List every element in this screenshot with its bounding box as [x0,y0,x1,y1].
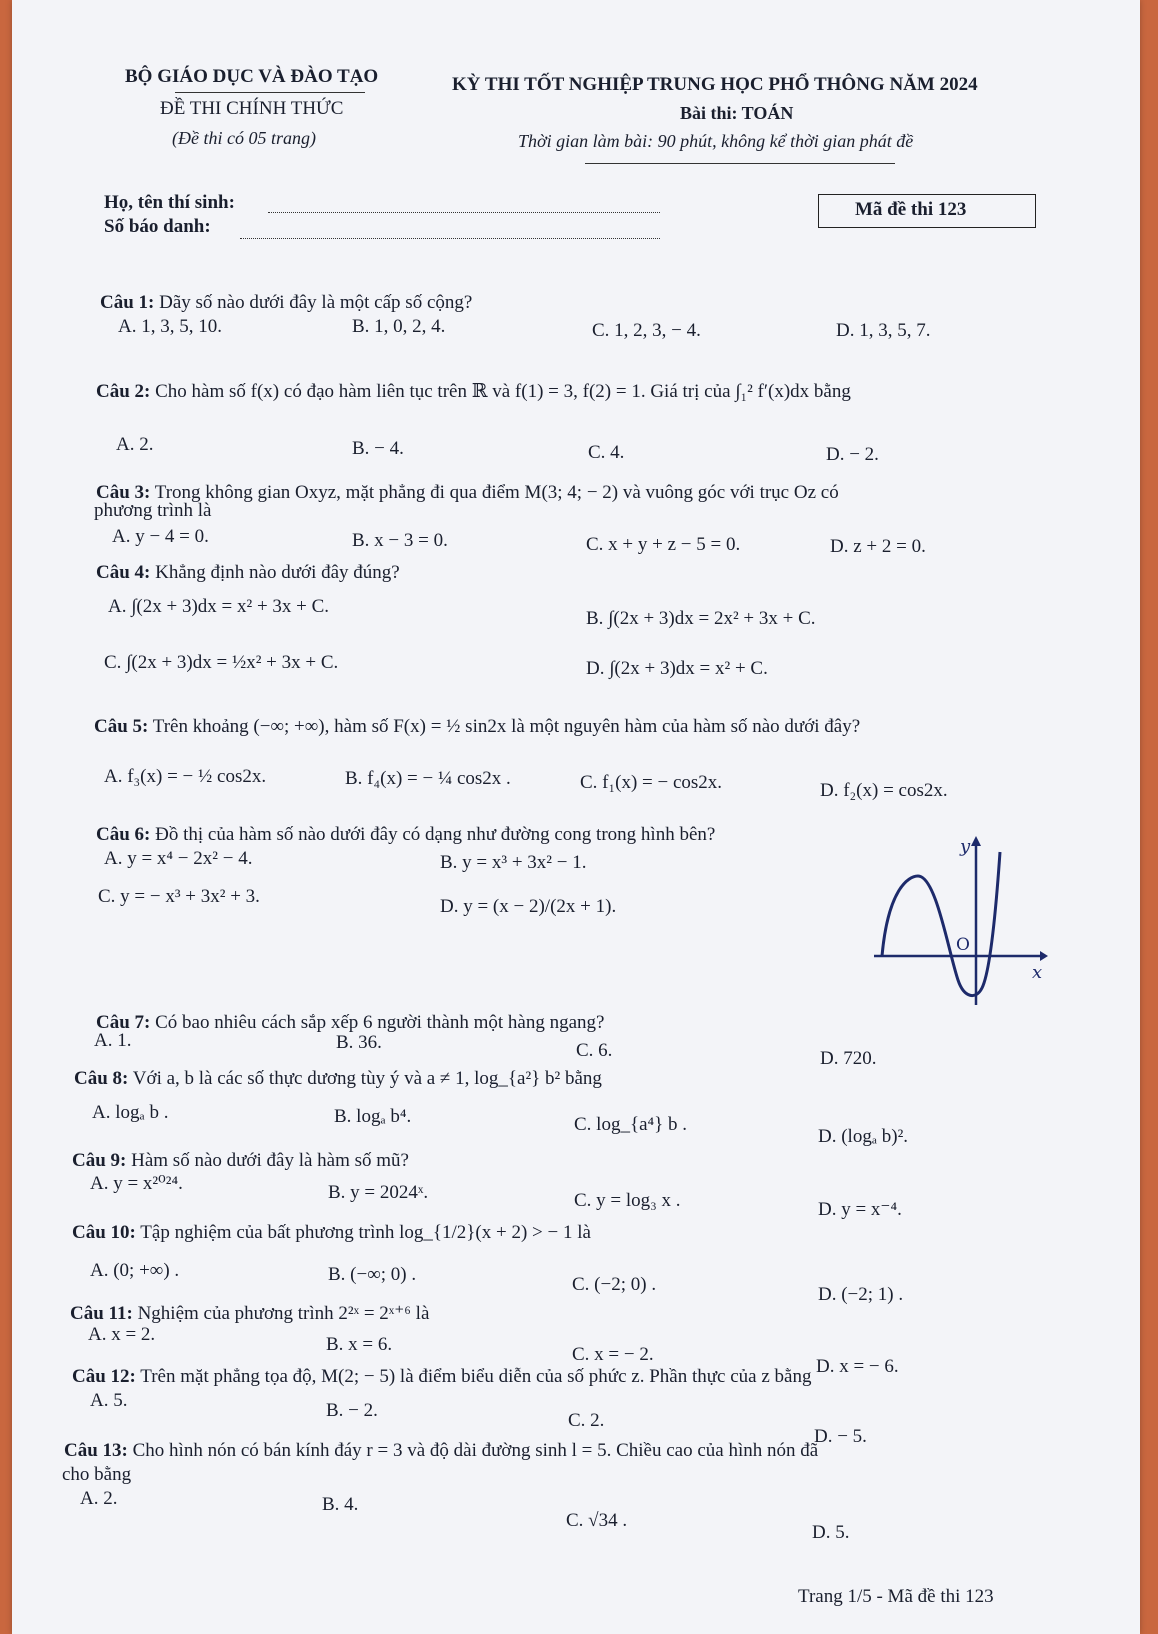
q9-option-c[interactable]: C. y = log₃ x . [574,1190,681,1211]
candidate-id-field[interactable] [240,238,660,239]
subject: Bài thi: TOÁN [680,103,794,123]
q11-option-d[interactable]: D. x = − 6. [816,1356,899,1377]
q13-option-a[interactable]: A. 2. [80,1488,118,1509]
q6-option-d[interactable]: D. y = (x − 2)/(2x + 1). [440,896,617,917]
question-12: Câu 12: Trên mặt phẳng tọa độ, M(2; − 5) là điểm biểu diễn của số phức z. Phần thực của z bằng [72,1366,812,1387]
question-4: Câu 4: Khẳng định nào dưới đây đúng? [96,562,400,583]
q12-option-a[interactable]: A. 5. [90,1390,128,1411]
q1-option-b[interactable]: B. 1, 0, 2, 4. [352,316,446,337]
question-13-cont: cho bằng [62,1464,132,1485]
ministry-name: BỘ GIÁO DỤC VÀ ĐÀO TẠO [125,66,379,87]
origin-label: O [956,935,970,955]
q8-option-d[interactable]: D. (logₐ b)². [818,1126,909,1147]
q1-option-d[interactable]: D. 1, 3, 5, 7. [836,320,931,341]
q5-option-b[interactable]: B. f₄(x) = − ¼ cos2x . [345,768,511,789]
official-exam-label: ĐỀ THI CHÍNH THỨC [160,98,344,119]
q13-option-b[interactable]: B. 4. [322,1494,359,1515]
question-8: Câu 8: Với a, b là các số thực dương tùy ý và a ≠ 1, log_{a²} b² bằng [74,1068,602,1089]
candidate-name-field[interactable] [268,212,660,213]
q5-option-d[interactable]: D. f₂(x) = cos2x. [820,780,948,801]
q13-option-d[interactable]: D. 5. [812,1522,850,1543]
q4-option-c[interactable]: C. ∫(2x + 3)dx = ½x² + 3x + C. [104,652,339,673]
q10-option-d[interactable]: D. (−2; 1) . [818,1284,904,1305]
question-6: Câu 6: Đồ thị của hàm số nào dưới đây có dạng như đường cong trong hình bên? [96,824,716,845]
q6-option-a[interactable]: A. y = x⁴ − 2x² − 4. [104,848,253,869]
page-footer: Trang 1/5 - Mã đề thi 123 [798,1586,994,1607]
question-3-cont: phương trình là [94,500,212,521]
q2-option-a[interactable]: A. 2. [116,434,154,455]
q6-option-b[interactable]: B. y = x³ + 3x² − 1. [440,852,587,873]
y-axis-arrow [971,836,981,846]
q13-option-c[interactable]: C. √34 . [566,1510,628,1531]
q7-option-a[interactable]: A. 1. [94,1030,132,1051]
exam-paper [12,0,1140,1634]
q11-option-c[interactable]: C. x = − 2. [572,1344,654,1365]
q11-option-a[interactable]: A. x = 2. [88,1324,156,1345]
q12-option-c[interactable]: C. 2. [568,1410,605,1431]
question-2: Câu 2: Cho hàm số f(x) có đạo hàm liên tục trên ℝ và f(1) = 3, f(2) = 1. Giá trị của ∫₁² f′(x)dx bằng [96,381,851,402]
q5-option-a[interactable]: A. f₃(x) = − ½ cos2x. [104,766,267,787]
question-9: Câu 9: Hàm số nào dưới đây là hàm số mũ? [72,1150,409,1171]
q12-option-b[interactable]: B. − 2. [326,1400,378,1421]
q9-option-b[interactable]: B. y = 2024ˣ. [328,1182,429,1203]
q7-option-d[interactable]: D. 720. [820,1048,877,1069]
time-note: Thời gian làm bài: 90 phút, không kể thời gian phát đề [518,131,914,151]
q7-option-c[interactable]: C. 6. [576,1040,613,1061]
q2-option-b[interactable]: B. − 4. [352,438,404,459]
exam-code: Mã đề thi 123 [855,199,967,220]
q7-option-b[interactable]: B. 36. [336,1032,382,1053]
candidate-name-label: Họ, tên thí sinh: [104,192,235,213]
question-7: Câu 7: Có bao nhiêu cách sắp xếp 6 người thành một hàng ngang? [96,1012,605,1033]
q1-option-c[interactable]: C. 1, 2, 3, − 4. [592,320,701,341]
q12-option-d[interactable]: D. − 5. [814,1426,867,1447]
question-5: Câu 5: Trên khoảng (−∞; +∞), hàm số F(x) = ½ sin2x là một nguyên hàm của hàm số nào dưới đây? [94,716,861,737]
q9-option-a[interactable]: A. y = x²⁰²⁴. [90,1173,183,1194]
x-axis-label: x [1032,962,1043,983]
q10-option-a[interactable]: A. (0; +∞) . [90,1260,180,1281]
q6-option-c[interactable]: C. y = − x³ + 3x² + 3. [98,886,260,907]
x-axis-arrow [1040,951,1048,961]
q3-option-a[interactable]: A. y − 4 = 0. [112,526,209,547]
question-11: Câu 11: Nghiệm của phương trình 2²ˣ = 2ˣ⁺⁶ là [70,1303,430,1324]
question-3: Câu 3: Trong không gian Oxyz, mặt phẳng đi qua điểm M(3; 4; − 2) và vuông góc với trục Oz có [96,482,839,503]
function-curve [882,852,1000,996]
q2-option-c[interactable]: C. 4. [588,442,625,463]
q3-option-c[interactable]: C. x + y + z − 5 = 0. [586,534,741,555]
question-10: Câu 10: Tập nghiệm của bất phương trình log_{1/2}(x + 2) > − 1 là [72,1222,591,1243]
q4-option-b[interactable]: B. ∫(2x + 3)dx = 2x² + 3x + C. [586,608,816,629]
q10-option-b[interactable]: B. (−∞; 0) . [328,1264,417,1285]
q4-option-d[interactable]: D. ∫(2x + 3)dx = x² + C. [586,658,768,679]
pages-note: (Đề thi có 05 trang) [172,128,316,148]
q11-option-b[interactable]: B. x = 6. [326,1334,393,1355]
y-axis-label: y [960,836,971,857]
question-13: Câu 13: Cho hình nón có bán kính đáy r = 3 và độ dài đường sinh l = 5. Chiều cao của hình nón đã [64,1440,819,1461]
q10-option-c[interactable]: C. (−2; 0) . [572,1274,657,1295]
q3-option-d[interactable]: D. z + 2 = 0. [830,536,926,557]
exam-title: KỲ THI TỐT NGHIỆP TRUNG HỌC PHỔ THÔNG NĂM 2024 [452,74,978,95]
q4-option-a[interactable]: A. ∫(2x + 3)dx = x² + 3x + C. [108,596,330,617]
question-1: Câu 1: Dãy số nào dưới đây là một cấp số cộng? [100,292,473,313]
q8-option-b[interactable]: B. logₐ b⁴. [334,1106,412,1127]
q1-option-a[interactable]: A. 1, 3, 5, 10. [118,316,222,337]
q3-option-b[interactable]: B. x − 3 = 0. [352,530,448,551]
q9-option-d[interactable]: D. y = x⁻⁴. [818,1199,902,1220]
candidate-id-label: Số báo danh: [104,216,211,237]
q5-option-c[interactable]: C. f₁(x) = − cos2x. [580,772,723,793]
q2-option-d[interactable]: D. − 2. [826,444,879,465]
q8-option-a[interactable]: A. logₐ b . [92,1102,169,1123]
q8-option-c[interactable]: C. log_{a⁴} b . [574,1114,687,1135]
q6-graph-figure [868,830,1048,1005]
